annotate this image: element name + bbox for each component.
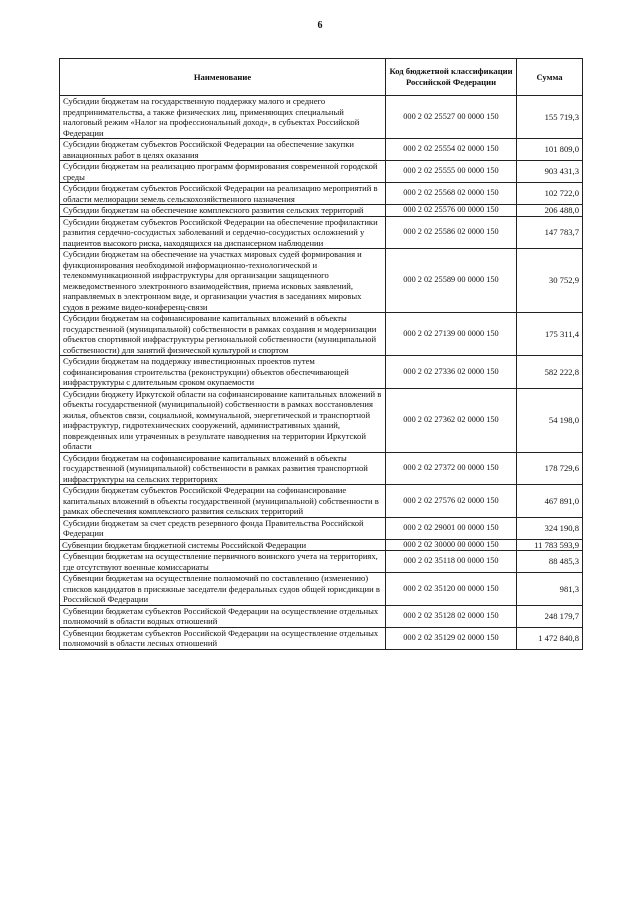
row-sum-cell: 981,3: [517, 573, 583, 606]
row-sum-cell: 147 783,7: [517, 216, 583, 249]
table-row: [60, 139, 583, 161]
row-name-cell: Субвенции бюджетам на осуществление первичного воинского учета на территориях, где отсутствуют военные комиссариаты: [60, 551, 386, 573]
row-code-cell: 000 2 02 25589 00 0000 150: [386, 249, 517, 313]
row-sum-cell: 324 190,8: [517, 517, 583, 539]
header-code: Код бюджетной классификации Российской Федерации: [386, 59, 517, 96]
row-name-cell: Субсидии бюджетам на поддержку инвестиционных проектов путем софинансирования строительства (реконструкции) объектов обеспечивающей инфраструктуры с длительным сроком окупаемости: [60, 356, 386, 389]
row-sum-cell: 11 783 593,9: [517, 539, 583, 551]
row-name-cell: Субсидии бюджетам на обеспечение комплексного развития сельских территорий: [60, 205, 386, 217]
row-code-cell: 000 2 02 25576 00 0000 150: [386, 205, 517, 217]
table-row: [60, 96, 583, 139]
row-code-cell: 000 2 02 35128 02 0000 150: [386, 605, 517, 627]
table-row: [60, 249, 583, 313]
row-code-cell: 000 2 02 27362 02 0000 150: [386, 388, 517, 452]
table-row: [60, 205, 583, 217]
table-row: [60, 539, 583, 551]
row-sum-cell: 206 488,0: [517, 205, 583, 217]
header-sum: Сумма: [517, 59, 583, 96]
budget-revenue-table: [59, 58, 583, 650]
table-row: [60, 605, 583, 627]
table-row: [60, 551, 583, 573]
row-name-cell: Субвенции бюджетам бюджетной системы Российской Федерации: [60, 539, 386, 551]
row-code-cell: 000 2 02 25586 02 0000 150: [386, 216, 517, 249]
row-code-cell: 000 2 02 27372 00 0000 150: [386, 452, 517, 485]
row-sum-cell: 101 809,0: [517, 139, 583, 161]
table-row: [60, 517, 583, 539]
table-row: [60, 485, 583, 518]
row-sum-cell: 248 179,7: [517, 605, 583, 627]
row-sum-cell: 102 722,0: [517, 183, 583, 205]
row-sum-cell: 467 891,0: [517, 485, 583, 518]
table-row: [60, 161, 583, 183]
row-code-cell: 000 2 02 27139 00 0000 150: [386, 313, 517, 356]
row-sum-cell: 582 222,8: [517, 356, 583, 389]
row-code-cell: 000 2 02 35118 00 0000 150: [386, 551, 517, 573]
table-row: [60, 183, 583, 205]
row-name-cell: Субсидии бюджетам на реализацию программ формирования современной городской среды: [60, 161, 386, 183]
row-sum-cell: 1 472 840,8: [517, 627, 583, 649]
row-name-cell: Субвенции бюджетам субъектов Российской Федерации на осуществление отдельных полномочий в области лесных отношений: [60, 627, 386, 649]
row-name-cell: Субсидии бюджетам субъектов Российской Федерации на софинансирование капитальных вложений в объекты государственной (муниципальной) собственности в рамках обеспечения комплексного развития сельских территорий: [60, 485, 386, 518]
row-sum-cell: 54 198,0: [517, 388, 583, 452]
row-code-cell: 000 2 02 25527 00 0000 150: [386, 96, 517, 139]
table-header-row: [60, 59, 583, 96]
row-name-cell: Субсидии бюджету Иркутской области на софинансирование капитальных вложений в объекты государственной (муниципальной) собственности в рамках восстановления жилья, объектов связи, социальной, коммунальной, энергетической и транспортной инфраструктур, гидротехнических сооружений, административных зданий, поврежденных или утраченных в результате наводнения на территории Иркутской области: [60, 388, 386, 452]
table-row: [60, 573, 583, 606]
row-code-cell: 000 2 02 27576 02 0000 150: [386, 485, 517, 518]
row-code-cell: 000 2 02 30000 00 0000 150: [386, 539, 517, 551]
row-name-cell: Субсидии бюджетам за счет средств резервного фонда Правительства Российской Федерации: [60, 517, 386, 539]
row-code-cell: 000 2 02 35120 00 0000 150: [386, 573, 517, 606]
row-sum-cell: 175 311,4: [517, 313, 583, 356]
row-sum-cell: 88 485,3: [517, 551, 583, 573]
row-name-cell: Субвенции бюджетам субъектов Российской Федерации на осуществление отдельных полномочий в области водных отношений: [60, 605, 386, 627]
page-number: 6: [317, 20, 323, 31]
row-code-cell: 000 2 02 25568 02 0000 150: [386, 183, 517, 205]
table-row: [60, 388, 583, 452]
row-sum-cell: 178 729,6: [517, 452, 583, 485]
row-code-cell: 000 2 02 25554 02 0000 150: [386, 139, 517, 161]
row-sum-cell: 155 719,3: [517, 96, 583, 139]
row-code-cell: 000 2 02 27336 02 0000 150: [386, 356, 517, 389]
row-name-cell: Субсидии бюджетам на обеспечение на участках мировых судей формирования и функционирования необходимой информационно-технологической и телекоммуникационной инфраструктуры для организации защищенного межведомственного электронного взаимодействия, приема исковых заявлений, направляемых в электронном виде, и организации участия в заседаниях мировых судов в режиме видео-конференц-связи: [60, 249, 386, 313]
table-row: [60, 452, 583, 485]
table-row: [60, 356, 583, 389]
row-code-cell: 000 2 02 29001 00 0000 150: [386, 517, 517, 539]
row-name-cell: Субсидии бюджетам субъектов Российской Федерации на реализацию мероприятий в области мелиорации земель сельскохозяйственного назначения: [60, 183, 386, 205]
row-code-cell: 000 2 02 35129 02 0000 150: [386, 627, 517, 649]
row-name-cell: Субсидии бюджетам на софинансирование капитальных вложений в объекты государственной (муниципальной) собственности в рамках создания и модернизации объектов спортивной инфраструктуры региональной собственности (муниципальной собственности) для занятий физической культурой и спортом: [60, 313, 386, 356]
table-row: [60, 627, 583, 649]
table-row: [60, 313, 583, 356]
row-name-cell: Субсидии бюджетам на государственную поддержку малого и среднего предпринимательства, а также физических лиц, применяющих специальный налоговый режим «Налог на профессиональный доход», в субъектах Российской Федерации: [60, 96, 386, 139]
row-name-cell: Субвенции бюджетам на осуществление полномочий по составлению (изменению) списков кандидатов в присяжные заседатели федеральных судов общей юрисдикции в Российской Федерации: [60, 573, 386, 606]
row-name-cell: Субсидии бюджетам субъектов Российской Федерации на обеспечение профилактики развития сердечно-сосудистых заболеваний и сердечно-сосудистых осложнений у пациентов высокого риска, находящихся на диспансерном наблюдении: [60, 216, 386, 249]
table-body: [60, 96, 583, 650]
row-sum-cell: 30 752,9: [517, 249, 583, 313]
header-name: Наименование: [60, 59, 386, 96]
row-sum-cell: 903 431,3: [517, 161, 583, 183]
row-name-cell: Субсидии бюджетам субъектов Российской Федерации на обеспечение закупки авиационных работ в целях оказания: [60, 139, 386, 161]
table-row: [60, 216, 583, 249]
row-code-cell: 000 2 02 25555 00 0000 150: [386, 161, 517, 183]
row-name-cell: Субсидии бюджетам на софинансирование капитальных вложений в объекты государственной (муниципальной) собственности в рамках развития транспортной инфраструктуры на сельских территориях: [60, 452, 386, 485]
